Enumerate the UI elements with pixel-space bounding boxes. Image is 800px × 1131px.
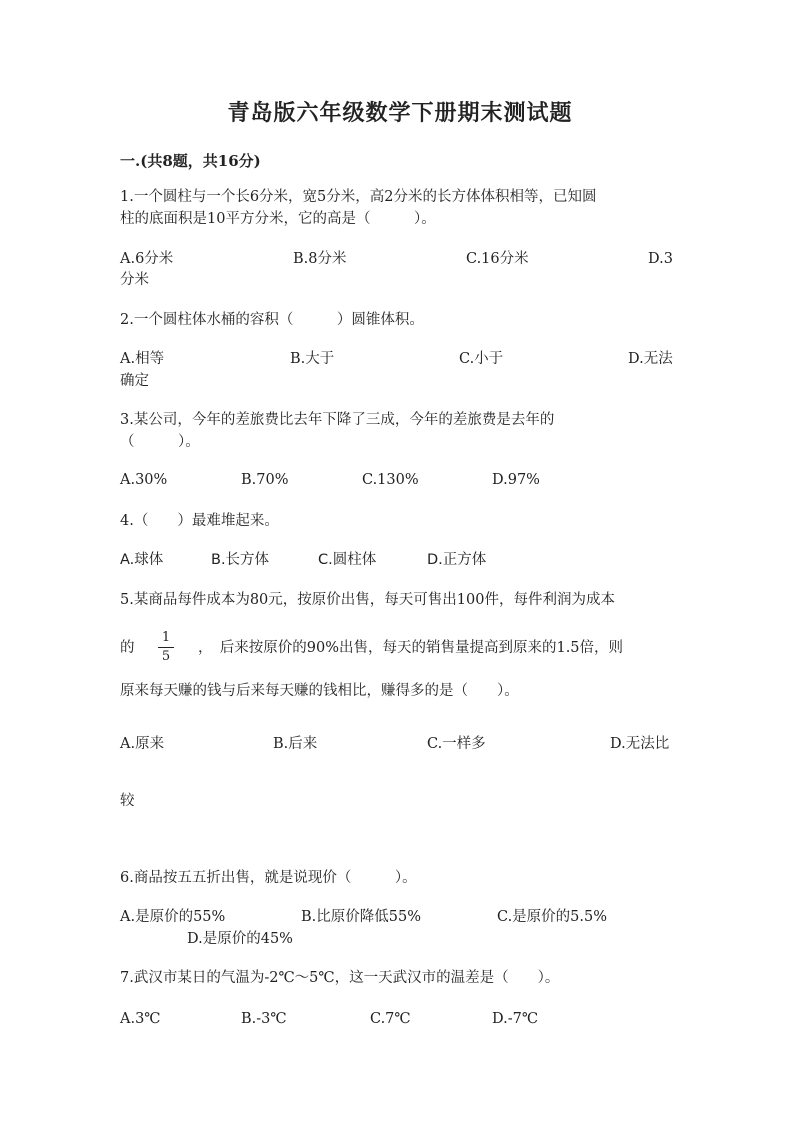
question-4-option-d[interactable]: D.正方体 [427,552,487,568]
question-5-line-3: 原来每天赚的钱与后来每天赚的钱相比，赚得多的是（ ）。 [120,683,519,699]
question-5-line-1: 5.某商品每件成本为80元，按原价出售，每天可售出100件，每件利润为成本 [120,592,615,608]
question-4-option-b[interactable]: B.长方体 [211,552,270,568]
question-7-line-1: 7.武汉市某日的气温为-2℃～5℃，这一天武汉市的温差是（ ）。 [120,970,560,986]
question-3-option-d[interactable]: D.97% [492,472,540,488]
question-6-option-a[interactable]: A.是原价的55% [120,909,226,925]
question-6-line-1: 6.商品按五五折出售，就是说现价（ ）。 [120,870,417,886]
question-5-option-d[interactable]: D.无法比 [610,736,670,752]
question-1-option-a[interactable]: A.6分米 [120,251,174,267]
question-3-line-2: （ ）。 [120,434,200,450]
question-5-line-2-prefix: 的 [120,640,135,656]
question-7-option-d[interactable]: D.-7℃ [492,1011,539,1027]
question-2-option-d[interactable]: D.无法 [628,351,673,367]
page-title: 青岛版六年级数学下册期末测试题 [227,100,573,126]
question-5-option-d-wrap[interactable]: 较 [120,793,135,809]
section-heading: 一.(共8题，共16分) [120,152,261,170]
question-4-option-c[interactable]: C.圆柱体 [318,552,377,568]
question-6-option-b[interactable]: B.比原价降低55% [301,909,421,925]
question-1-line-2: 柱的底面积是10平方分米，它的高是（ ）。 [120,211,436,227]
question-6-option-c[interactable]: C.是原价的5.5% [497,909,608,925]
question-1-line-1: 1.一个圆柱与一个长6分米，宽5分米，高2分米的长方体体积相等，已知圆 [120,189,597,205]
question-7-option-a[interactable]: A.3℃ [120,1011,161,1027]
question-5-option-a[interactable]: A.原来 [120,736,165,752]
question-5-option-c[interactable]: C.一样多 [427,736,486,752]
question-1-option-d-wrap[interactable]: 分米 [120,272,149,288]
question-1-option-b[interactable]: B.8分米 [293,251,347,267]
question-4-option-a[interactable]: A.球体 [120,552,164,568]
fraction-numerator: 1 [161,630,171,645]
question-1-option-d[interactable]: D.3 [648,251,673,267]
question-3-option-c[interactable]: C.130% [362,472,419,488]
question-6-option-d[interactable]: D.是原价的45% [187,931,293,947]
question-7-option-c[interactable]: C.7℃ [370,1011,411,1027]
fraction-bar [158,647,174,648]
question-2-option-c[interactable]: C.小于 [459,351,504,367]
question-2-line-1: 2.一个圆柱体水桶的容积（ ）圆锥体积。 [120,312,424,328]
question-2-option-b[interactable]: B.大于 [290,351,335,367]
fraction-one-fifth [158,630,174,665]
question-2-option-a[interactable]: A.相等 [120,351,165,367]
question-5-line-2: ， 后来按原价的90%出售，每天的销售量提高到原来的1.5倍，则 [198,640,624,656]
question-3-option-b[interactable]: B.70% [241,472,289,488]
fraction-denominator: 5 [161,649,171,664]
question-4-line-1: 4.（ ）最难堆起来。 [120,513,279,529]
question-2-option-d-wrap[interactable]: 确定 [120,373,149,389]
question-5-option-b[interactable]: B.后来 [273,736,318,752]
question-7-option-b[interactable]: B.-3℃ [241,1011,287,1027]
question-3-line-1: 3.某公司，今年的差旅费比去年下降了三成，今年的差旅费是去年的 [120,412,555,428]
question-3-option-a[interactable]: A.30% [120,472,168,488]
question-1-option-c[interactable]: C.16分米 [466,251,529,267]
